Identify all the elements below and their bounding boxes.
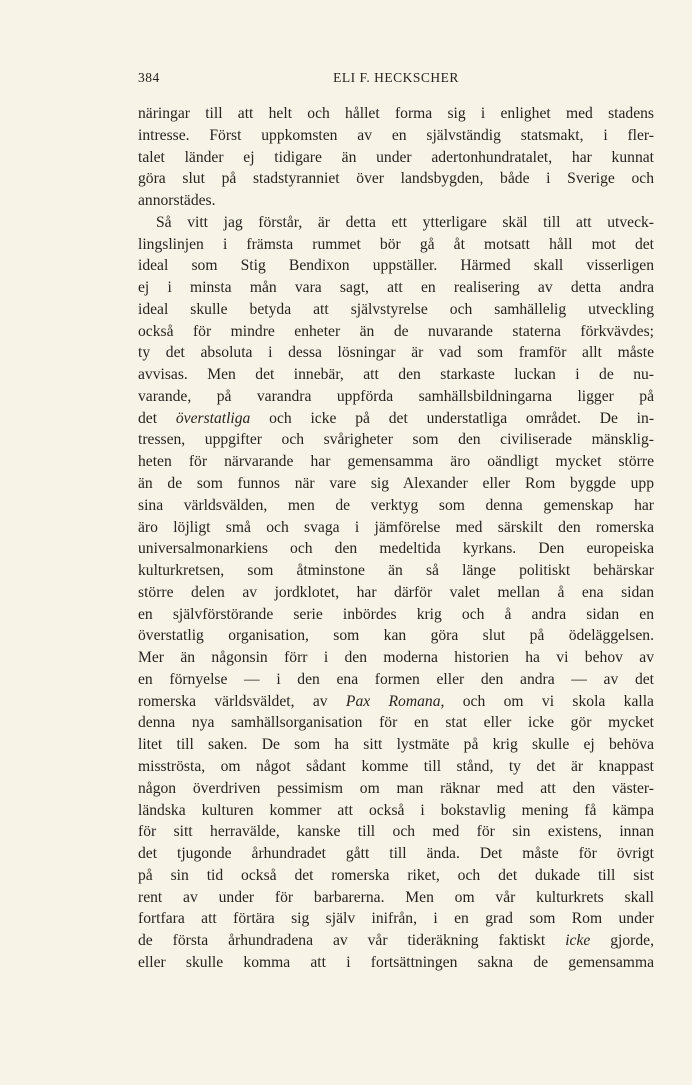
text-line: kulturkretsen, som åtminstone än så länge politiskt behärskar: [138, 562, 654, 580]
text-line: för sitt herravälde, kanske till och med för sin existens, innan: [138, 823, 654, 841]
text-line: också för mindre enheter än de nuvarande staterna förkvävdes;: [138, 322, 654, 340]
text-line: en förnyelse — i den ena formen eller den andra — av det: [138, 670, 654, 688]
text-line: litet till saken. De som ha sitt lystmäte på krig skulle ej behöva: [138, 736, 654, 754]
emphasis-text: Pax Romana: [345, 692, 441, 710]
text-line: avvisas. Men det innebär, att den starkaste luckan i de nu-: [138, 366, 654, 384]
text-line: lingslinjen i främsta rummet bör gå åt motsatt håll mot det: [138, 235, 654, 253]
running-head: [138, 70, 654, 90]
text-line: misströsta, om något sådant komme till stånd, ty det är knappast: [138, 757, 654, 775]
text-line: eller skulle komma att i fortsättningen sakna de gemensamma: [138, 953, 654, 971]
text-line: rent av under för barbarerna. Men om vår kulturkrets skall: [138, 888, 654, 906]
text-line: [138, 930, 654, 952]
text-run: det: [138, 409, 176, 427]
text-line: äro löjligt små och svaga i jämförelse med särskilt den romerska: [138, 518, 654, 536]
text-line: Så vitt jag förstår, är detta ett ytterligare skäl till att utveck-: [156, 213, 654, 231]
emphasis-text: överstatliga: [175, 409, 251, 427]
text-line: fortfara att förtära sig själv inifrån, i en grad som Rom under: [138, 910, 654, 928]
text-line: denna nya samhällsorganisation för en stat eller icke gör mycket: [138, 714, 654, 732]
text-line: ideal som Stig Bendixon uppställer. Härmed skall visserligen: [138, 257, 654, 275]
text-line: ty det absoluta i dessa lösningar är vad som framför allt måste: [138, 344, 654, 362]
text-line: intresse. Först uppkomsten av en självständig statsmakt, i fler-: [138, 126, 654, 144]
text-line: överstatlig organisation, som kan göra slut på ödeläggelsen.: [138, 627, 654, 645]
text-line: [138, 408, 654, 430]
emphasis-text: icke: [565, 932, 591, 950]
text-run: och icke på det understatliga området. De in-: [250, 409, 654, 427]
text-line: ej i minsta mån vara sagt, att en realisering av detta andra: [138, 279, 654, 297]
text-run: romerska världsväldet, av: [138, 692, 346, 710]
text-line: än de som funnos när vare sig Alexander eller Rom byggde upp: [138, 475, 654, 493]
text-line: en självförstörande serie inbördes krig och å andra sidan en: [138, 605, 654, 623]
text-line: sina världsvälden, men de verktyg som denna gemenskap har: [138, 496, 654, 514]
text-line: någon överdriven pessimism om man räknar med att den väster-: [138, 779, 654, 797]
text-line: ideal skulle betyda att självstyrelse och samhällelig utveckling: [138, 300, 654, 318]
text-line: varande, på varandra uppförda samhällsbildningarna ligger på: [138, 387, 654, 405]
text-line: heten för närvarande har gemensamma äro oändligt mycket större: [138, 453, 654, 471]
text-run: gjorde,: [590, 932, 654, 950]
text-line: ländska kulturen kommer att också i bokstavlig mening få kämpa: [138, 801, 654, 819]
text-line: göra slut på stadstyranniet över landsbygden, både i Sverige och: [138, 170, 654, 188]
page-number: 384: [138, 70, 160, 85]
text-line: annorstädes.: [138, 192, 216, 210]
text-line: tressen, uppgifter och svårigheter som den civiliserade mänsklig-: [138, 431, 654, 449]
text-run: , och om vi skola kalla: [440, 692, 654, 710]
text-run: de första århundradena av vår tideräkning faktiskt: [138, 932, 566, 950]
text-line: större delen av jordklotet, har därför valet mellan å ena sidan: [138, 583, 654, 601]
text-line: det tjugonde århundradet gått till ända. Det måste för övrigt: [138, 845, 654, 863]
body-text: [138, 103, 654, 974]
text-line: näringar till att helt och hållet forma sig i enlighet med stadens: [138, 105, 654, 122]
text-line: [138, 691, 654, 713]
running-title: ELI F. HECKSCHER: [333, 70, 459, 85]
text-line: talet länder ej tidigare än under adertonhundratalet, har kunnat: [138, 148, 654, 166]
text-line: Mer än någonsin förr i den moderna historien ha vi behov av: [138, 649, 654, 667]
text-line: på sin tid också det romerska riket, och det dukade till sist: [138, 866, 654, 884]
text-line: universalmonarkiens och den medeltida kyrkans. Den europeiska: [138, 540, 654, 558]
